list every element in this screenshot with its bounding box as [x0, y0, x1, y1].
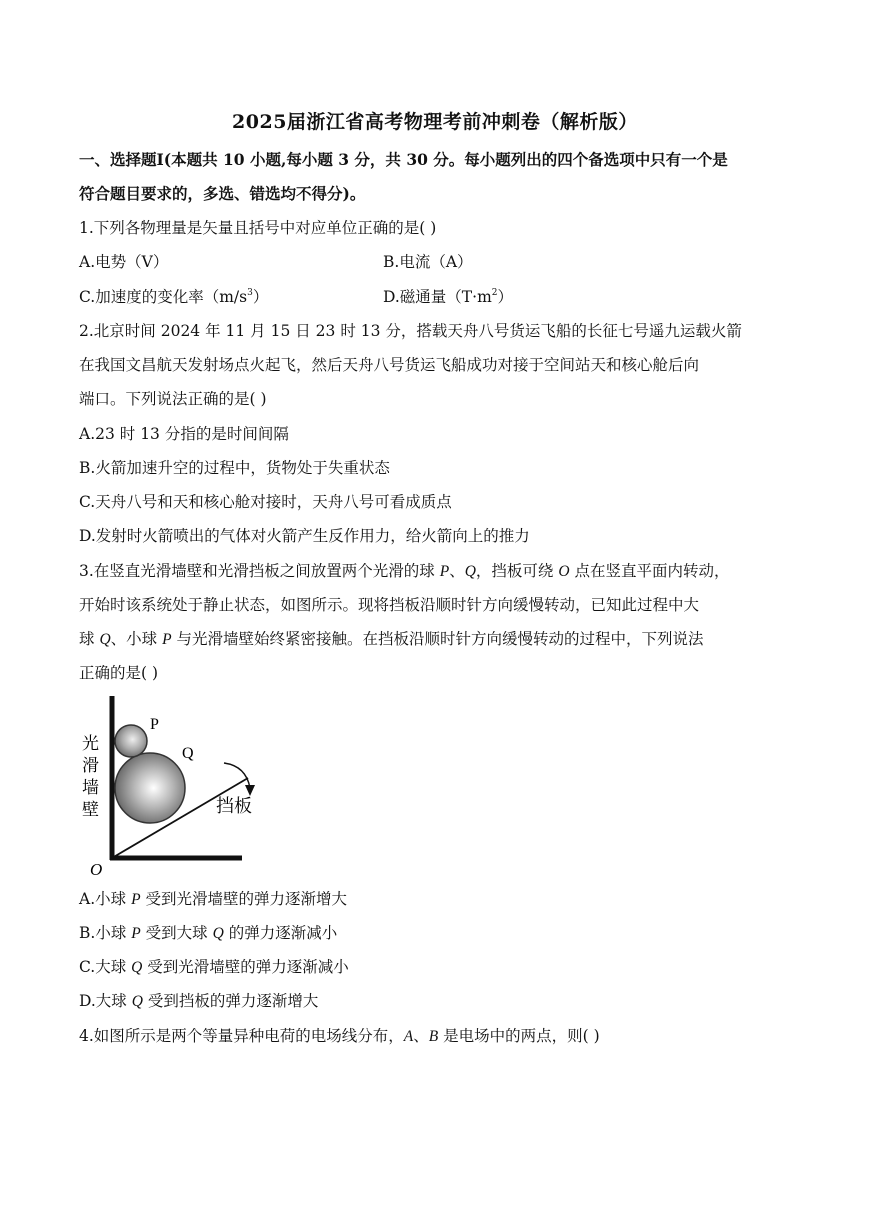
q1-stem: 1.下列各物理量是矢量且括号中对应单位正确的是( ) [79, 219, 437, 237]
q3-option-a: A.小球 P 受到光滑墙壁的弹力逐渐增大 [79, 890, 347, 908]
q3-figure [76, 692, 266, 882]
section-heading-line-2: 符合题目要求的，多选、错选均不得分)。 [79, 184, 366, 203]
ball-q [115, 753, 185, 823]
q3-stem-line-2: 开始时该系统处于静止状态，如图所示。现将挡板沿顺时针方向缓慢转动，已知此过程中大 [79, 596, 700, 614]
section-heading-line-1: 一、选择题Ⅰ(本题共 10 小题,每小题 3 分，共 30 分。每小题列出的四个备选项中只有一个是 [79, 150, 728, 169]
q2-stem-line-2: 在我国文昌航天发射场点火起飞，然后天舟八号货运飞船成功对接于空间站天和核心舱后向 [79, 356, 700, 374]
q1-option-c: C.加速度的变化率$(m/s^3)$ [79, 288, 269, 306]
fig-label-board: 挡板 [216, 796, 252, 817]
rotation-arrowhead [245, 785, 255, 796]
fig-wall-label-4: 壁 [82, 800, 99, 820]
q3-option-b: B.小球 P 受到大球 Q 的弹力逐渐减小 [79, 924, 338, 942]
q3-stem-line-3: 球 Q、小球 P 与光滑墙壁始终紧密接触。在挡板沿顺时针方向缓慢转动的过程中，下列说法 [79, 630, 704, 648]
document-title: 2025届浙江省高考物理考前冲刺卷（解析版） [232, 111, 638, 133]
q1-option-d: D.磁通量$(T\cdot m^2)$ [383, 288, 514, 306]
q2-stem-line-1: 2.北京时间 2024 年 11 月 15 日 23 时 13 分，搭载天舟八号货运飞船的长征七号遥九运载火箭 [79, 322, 742, 340]
q1-options-row-1 [79, 252, 779, 272]
q2-option-b: B.火箭加速升空的过程中，货物处于失重状态 [79, 459, 390, 477]
q4-stem: 4.如图所示是两个等量异种电荷的电场线分布，A、B 是电场中的两点，则( ) [79, 1027, 600, 1045]
fig-wall-label-3: 墙 [82, 778, 99, 798]
q3-option-d: D.大球 Q 受到挡板的弹力逐渐增大 [79, 992, 319, 1010]
q3-stem-line-4: 正确的是( ) [79, 664, 159, 682]
fig-wall-label-2: 滑 [82, 756, 99, 776]
q2-option-a: A.23 时 13 分指的是时间间隔 [79, 425, 289, 443]
fig-label-p: P [150, 716, 159, 733]
q1-option-a: A.电势（V） [79, 253, 169, 271]
q1-option-b: B.电流（A） [383, 253, 473, 271]
q3-option-c: C.大球 Q 受到光滑墙壁的弹力逐渐减小 [79, 958, 349, 976]
q3-stem-line-1: 3.在竖直光滑墙壁和光滑挡板之间放置两个光滑的球 P、Q，挡板可绕 O 点在竖直平面内转动， [79, 562, 730, 580]
q1-options-row-2 [79, 287, 779, 307]
q2-option-c: C.天舟八号和天和核心舱对接时，天舟八号可看成质点 [79, 493, 452, 511]
q2-stem-line-3: 端口。下列说法正确的是( ) [79, 390, 267, 408]
q2-option-d: D.发射时火箭喷出的气体对火箭产生反作用力，给火箭向上的推力 [79, 527, 530, 545]
ball-p [115, 725, 147, 757]
fig-wall-label-1: 光 [82, 734, 99, 754]
fig-label-q: Q [182, 745, 194, 762]
fig-label-o: O [90, 860, 103, 879]
